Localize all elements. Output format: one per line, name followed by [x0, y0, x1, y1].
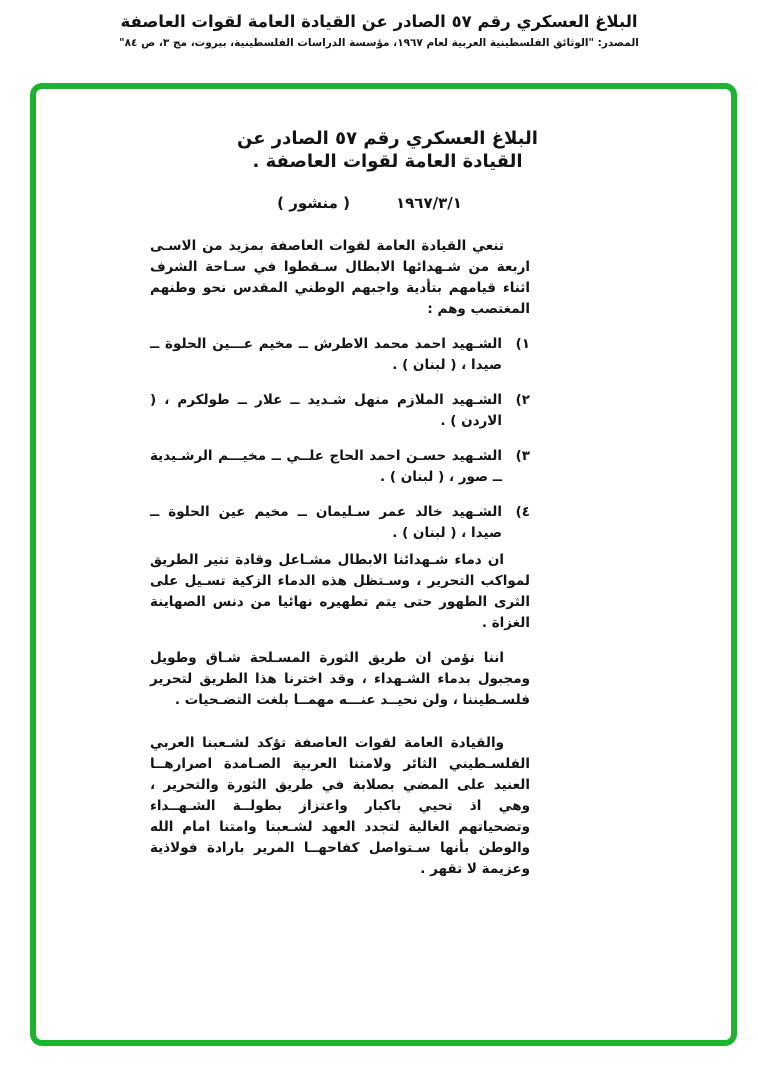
list-item-text: الشـهيد احمد محمد الاطرش ــ مخيم عـــين الحلوة ــ صيدا ، ( لبنان ) . [150, 336, 502, 373]
body-paragraph: ان دماء شـهدائنا الابطال مشـاعل وقادة تنير الطريق لمواكب التحرير ، وسـتظل هذه الدماء الزكية تسـيل على الثرى الطهور حتى يتم تطهيره نهائيا من دنس الصهاينة الغزاة . [150, 552, 530, 631]
document-title-line2: القيادة العامة لقوات العاصفة . [252, 151, 523, 172]
document-title [40, 127, 735, 173]
list-item-text: الشـهيد حسـن احمد الحاج علــي ــ مخيـــم الرشـيدية ــ صور ، ( لبنان ) . [150, 448, 502, 485]
body-paragraph: اننا نؤمن ان طريق الثورة المسـلحة شـاق وطويل ومجبول بدماء الشـهداء ، وقد اخترنا هذا الطريق لتحرير فلسـطيننا ، ولن نحيــد عنـــه مهمــا بلغت التضـحيات . [150, 650, 530, 708]
martyr-list [150, 334, 530, 544]
list-item-number: ١) [515, 336, 530, 352]
document-title-line1: البلاغ العسكري رقم ٥٧ الصادر عن [237, 128, 538, 149]
publication-status: ( منشور ) [277, 194, 350, 212]
list-item [150, 390, 530, 432]
list-item-number: ٤) [515, 504, 530, 520]
page-header [0, 12, 758, 49]
list-item [150, 334, 530, 376]
intro-paragraph: تنعي القيادة العامة لقوات العاصفة بمزيد من الاسـى اربعة من شـهدائها الابطال سـقطوا في سـاحة الشرف اثناء قيامهم بتأدية واجبهم الوطني المقدس نحو وطنهم المغتصب وهم : [150, 238, 530, 317]
body-paragraph: والقيادة العامة لقوات العاصفة تؤكد لشـعبنا العربي الفلسـطيني الثائر ولامتنا العربية الصـامدة اصرارهــا العنيد على المضي بصلابة في طريق الثورة والتحرير ، وهي اذ تحيي باكبار واعتزاز بطولــة الشـهــداء وتضحياتهم الغالية لتجدد العهد لشـعبنا وامتنا امام الله والوطن بأنها سـتواصل كفاحهــا المرير بارادة فولاذية وعزيمة لا تقهر . [150, 735, 530, 877]
document-body [150, 236, 530, 880]
list-item [150, 446, 530, 488]
list-item-number: ٢) [515, 392, 530, 408]
list-item [150, 502, 530, 544]
list-item-text: الشـهيد الملازم منهل شـديد ــ علار ــ طولكرم ، ( الاردن ) . [150, 392, 502, 429]
source-citation: المصدر: "الوثائق الفلسطينية العربية لعام ١٩٦٧، مؤسسة الدراسات الفلسطينية، بيروت، مج ٣، ص ٨٤" [119, 37, 639, 49]
document-date: ١٩٦٧/٣/١ [396, 194, 462, 212]
communique-header-title: البلاغ العسكري رقم ٥٧ الصادر عن القيادة العامة لقوات العاصفة [120, 12, 638, 31]
scanned-document-frame [30, 83, 737, 1046]
list-item-number: ٣) [515, 448, 530, 464]
date-status-row [22, 194, 717, 212]
list-item-text: الشـهيد خالد عمر سـليمان ــ مخيم عين الحلوة ــ صيدا ، ( لبنان ) . [150, 504, 502, 541]
